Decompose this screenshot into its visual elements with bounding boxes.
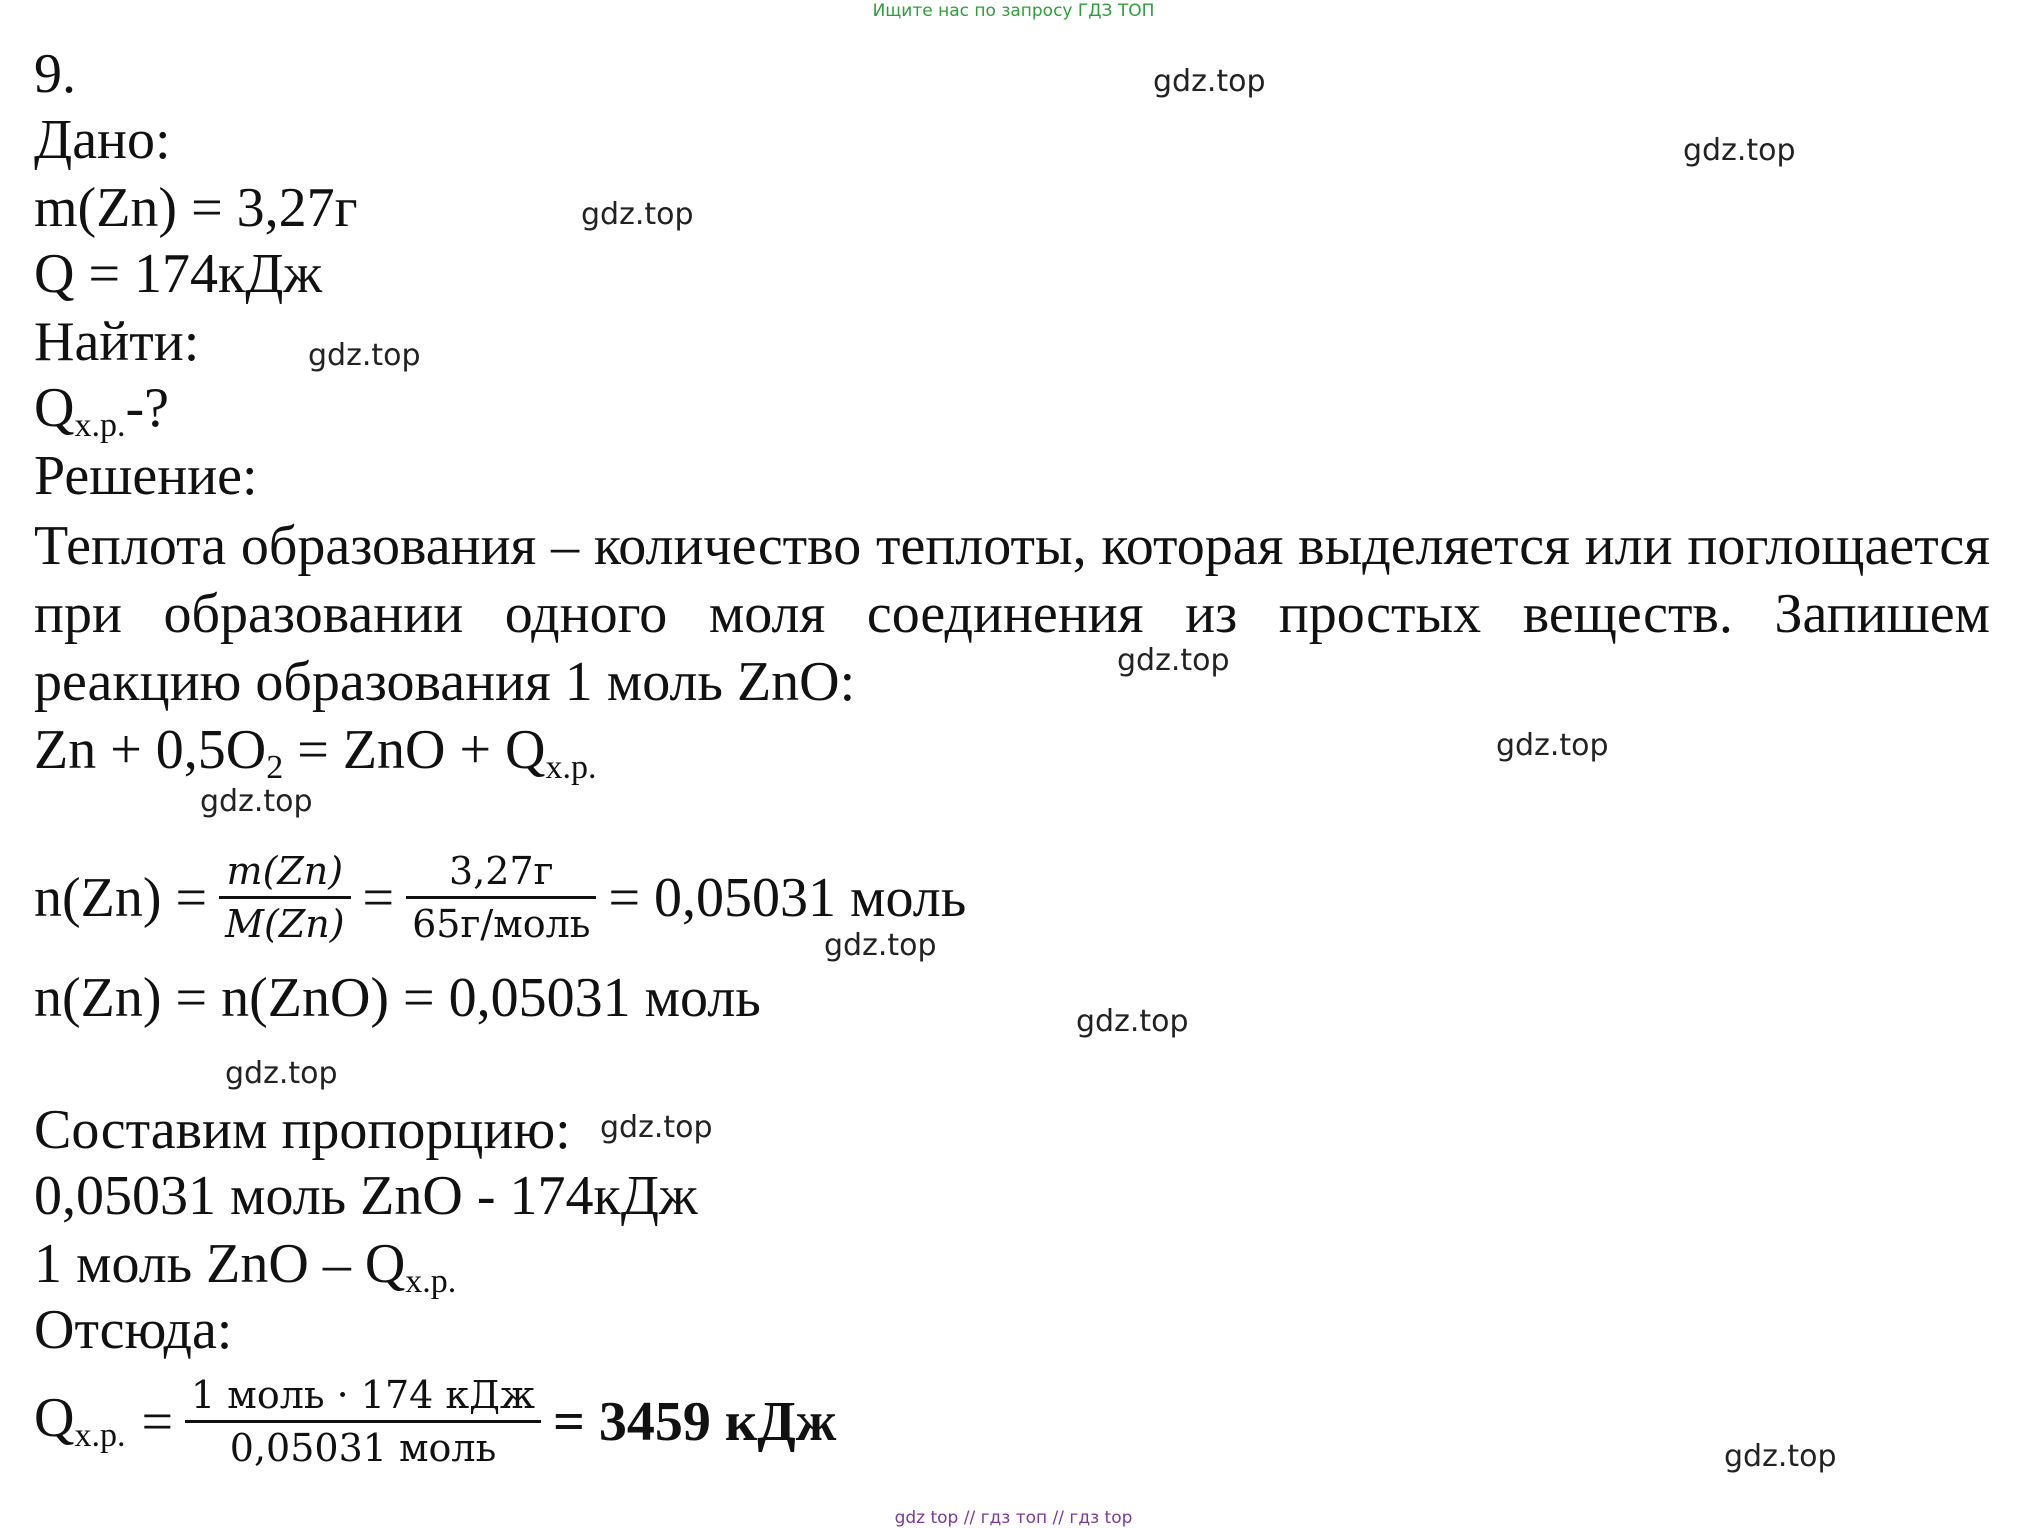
moles-result: = 0,05031 моль xyxy=(608,866,967,929)
top-banner[interactable]: Ищите нас по запросу ГДЗ ТОП xyxy=(872,1,1155,21)
given-heading: Дано: xyxy=(34,109,171,171)
fraction-denominator: 0,05031 моль xyxy=(229,1426,497,1470)
watermark: gdz.top xyxy=(308,338,421,373)
question-mark: -? xyxy=(125,377,169,439)
watermark: gdz.top xyxy=(1076,1004,1189,1039)
o2-subscript: 2 xyxy=(266,749,284,786)
proportion-line-2-text: 1 моль ZnO – Q xyxy=(34,1233,406,1295)
proportion-line-2 xyxy=(34,1234,456,1302)
q-subscript: х.р. xyxy=(405,1263,457,1300)
solution-heading: Решение: xyxy=(34,445,258,507)
moles-equality: n(Zn) = n(ZnO) = 0,05031 моль xyxy=(34,967,761,1029)
moles-lhs: n(Zn) = xyxy=(34,866,208,929)
find-heading: Найти: xyxy=(34,311,200,373)
fraction-denominator: 65г/моль xyxy=(412,902,591,946)
final-q xyxy=(34,1388,125,1456)
watermark: gdz.top xyxy=(1117,643,1230,678)
reaction-part1: Zn + 0,5O xyxy=(34,719,267,781)
q-subscript: х.р. xyxy=(74,407,126,444)
watermark: gdz.top xyxy=(1724,1439,1837,1474)
watermark: gdz.top xyxy=(225,1056,338,1091)
reaction-part2: = ZnO + Q xyxy=(283,719,546,781)
final-formula xyxy=(34,1370,836,1473)
fraction-numerator: 3,27г xyxy=(449,849,554,893)
fraction-numerator: m(Zn) xyxy=(226,849,344,893)
watermark: gdz.top xyxy=(1153,64,1266,99)
watermark: gdz.top xyxy=(1683,133,1796,168)
fraction-symbolic xyxy=(219,846,350,949)
equals-sign: = xyxy=(141,1390,174,1453)
q-subscript: х.р. xyxy=(74,1416,126,1454)
watermark: gdz.top xyxy=(600,1110,713,1145)
definition-paragraph: Теплота образования – количество теплоты, которая выделяется или поглощается при образовании одного моля соединения из простых веществ. Запишем реакцию образования 1 моль ZnO: xyxy=(34,515,1990,713)
fraction-denominator: M(Zn) xyxy=(225,902,345,946)
watermark: gdz.top xyxy=(1496,728,1609,763)
given-heat: Q = 174кДж xyxy=(34,243,323,305)
fraction-numeric xyxy=(406,846,596,949)
equals-sign: = xyxy=(362,866,395,929)
proportion-line-1: 0,05031 моль ZnO - 174кДж xyxy=(34,1165,698,1227)
fraction-numerator: 1 моль · 174 кДж xyxy=(191,1373,536,1417)
task-number: 9. xyxy=(34,43,76,105)
q-symbol: Q xyxy=(34,1386,75,1449)
footer-links[interactable]: gdz top // гдз топ // гдз top xyxy=(894,1508,1133,1528)
watermark: gdz.top xyxy=(824,928,937,963)
q-subscript: х.р. xyxy=(545,749,597,786)
find-target xyxy=(34,378,169,446)
hence-label: Отсюда: xyxy=(34,1299,233,1361)
moles-formula xyxy=(34,846,966,949)
final-result: = 3459 кДж xyxy=(553,1390,837,1453)
given-mass: m(Zn) = 3,27г xyxy=(34,177,358,239)
watermark: gdz.top xyxy=(581,197,694,232)
final-fraction xyxy=(185,1370,541,1473)
watermark: gdz.top xyxy=(200,784,313,819)
proportion-heading: Составим пропорцию: xyxy=(34,1099,571,1161)
q-symbol: Q xyxy=(34,377,75,439)
reaction-equation xyxy=(34,720,597,788)
